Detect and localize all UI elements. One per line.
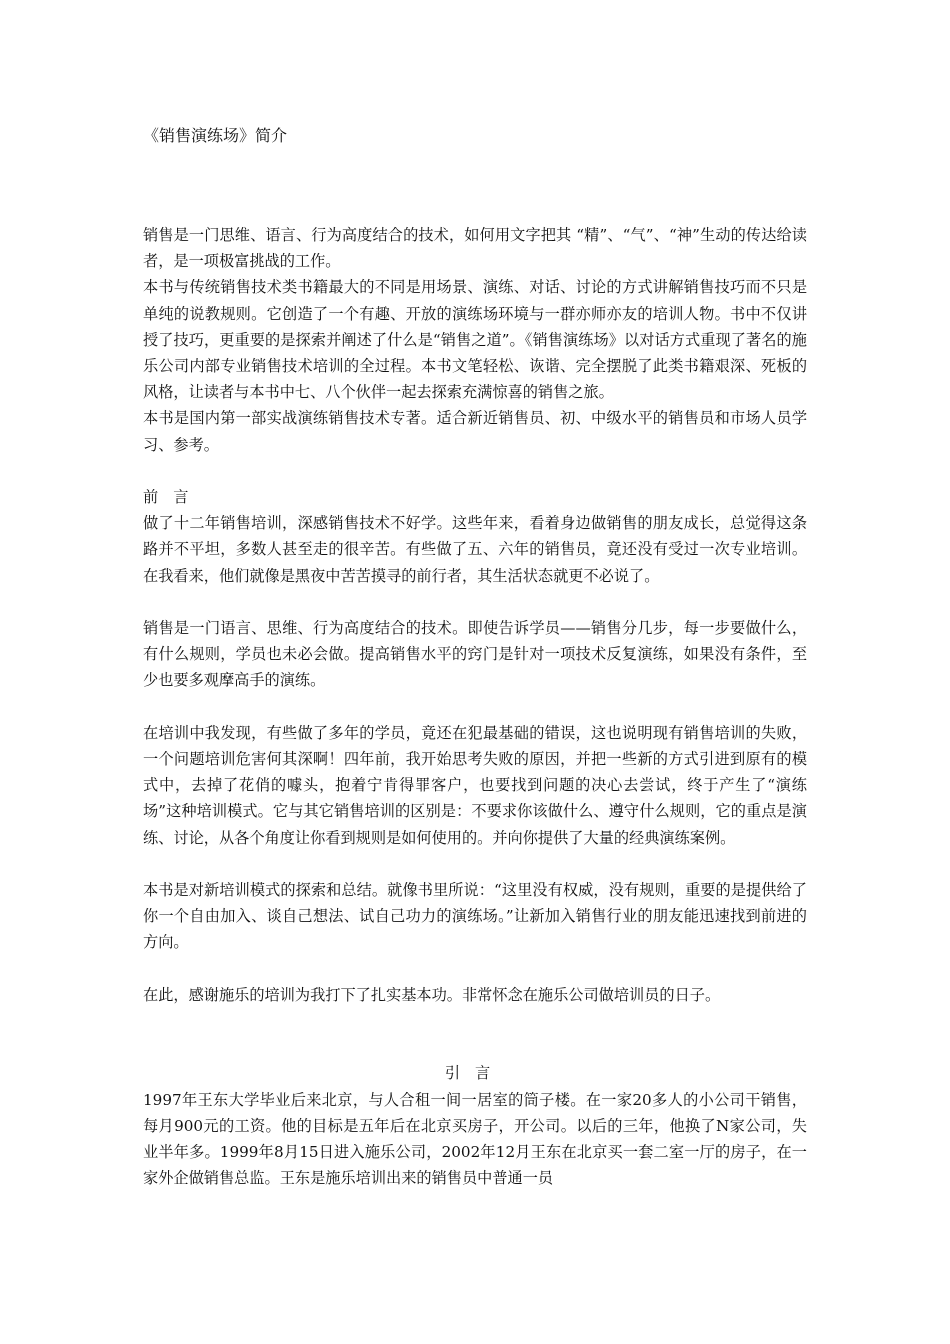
intro-paragraph-1: 销售是一门思维、语言、行为高度结合的技术，如何用文字把其 “精”、“气”、“神”生动的传达给读者，是一项极富挑战的工作。: [143, 226, 807, 271]
preface-paragraph-3: 在培训中我发现，有些做了多年的学员，竟还在犯最基础的错误，这也说明现有销售培训的失败，一个问题培训危害何其深啊！四年前，我开始思考失败的原因，并把一些新的方式引进到原有的模式中，去掉了花俏的噱头，抱着宁肯得罪客户，也要找到问题的决心去尝试，终于产生了“演练场”这种培训模式。它与其它销售培训的区别是：不要求你该做什么、遵守什么规则，它的重点是演练、讨论，从各个角度让你看到规则是如何使用的。并向你提供了大量的经典演练案例。: [143, 723, 807, 847]
spacer: [143, 851, 807, 877]
spacer: [143, 458, 807, 484]
spacer: [143, 589, 807, 615]
preface-heading: 前言: [143, 488, 204, 507]
spacer: [143, 694, 807, 720]
spacer: [143, 956, 807, 982]
spacer: [143, 1008, 807, 1060]
foreword-paragraph-1: 1997年王东大学毕业后来北京，与人合租一间一居室的筒子楼。在一家20多人的小公司干销售，每月900元的工资。他的目标是五年后在北京买房子，开公司。以后的三年，他换了N家公司，失业半年多。1999年8月15日进入施乐公司，2002年12月王东在北京买一套二室一厅的房子，在一家外企做销售总监。王东是施乐培训出来的销售员中普通一员: [143, 1090, 807, 1188]
preface-paragraph-4: 本书是对新培训模式的探索和总结。就像书里所说：“这里没有权威，没有规则，重要的是提供给了你一个自由加入、谈自己想法、试自己功力的演练场。”让新加入销售行业的朋友能迅速找到前进的方向。: [143, 881, 807, 952]
preface-paragraph-5: 在此，感谢施乐的培训为我打下了扎实基本功。非常怀念在施乐公司做培训员的日子。: [143, 985, 721, 1004]
preface-paragraph-1: 做了十二年销售培训，深感销售技术不好学。这些年来，看着身边做销售的朋友成长，总觉得这条路并不平坦，多数人甚至走的很辛苦。有些做了五、六年的销售员，竟还没有受过一次专业培训。在我看来，他们就像是黑夜中苦苦摸寻的前行者，其生活状态就更不必说了。: [143, 514, 807, 585]
document-title: 《销售演练场》简介: [143, 126, 288, 145]
document-body: [143, 222, 807, 1191]
preface-paragraph-2: 销售是一门语言、思维、行为高度结合的技术。即使告诉学员——销售分几步，每一步要做什么，有什么规则，学员也未必会做。提高销售水平的窍门是针对一项技术反复演练，如果没有条件，至少也要多观摩高手的演练。: [143, 619, 807, 690]
intro-paragraph-3: 本书是国内第一部实战演练销售技术专著。适合新近销售员、初、中级水平的销售员和市场人员学习、参考。: [143, 409, 807, 454]
foreword-heading: 引言: [444, 1064, 506, 1083]
intro-paragraph-2: 本书与传统销售技术类书籍最大的不同是用场景、演练、对话、讨论的方式讲解销售技巧而不只是单纯的说教规则。它创造了一个有趣、开放的演练场环境与一群亦师亦友的培训人物。书中不仅讲授了技巧，更重要的是探索并阐述了什么是“销售之道”。《销售演练场》以对话方式重现了著名的施乐公司内部专业销售技术培训的全过程。本书文笔轻松、诙谐、完全摆脱了此类书籍艰深、死板的风格，让读者与本书中七、八个伙伴一起去探索充满惊喜的销售之旅。: [143, 278, 807, 402]
